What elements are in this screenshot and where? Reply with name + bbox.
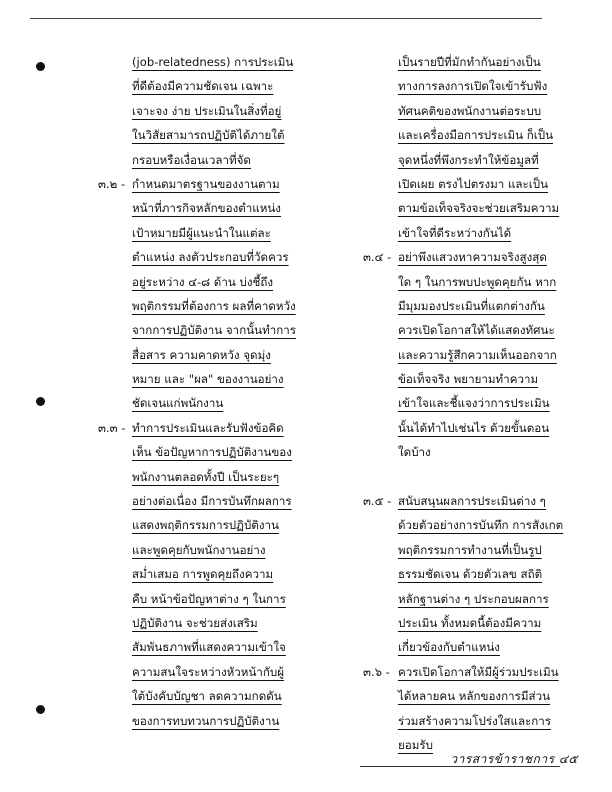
line-text: เห็น ข้อปัญหาการปฏิบัติงานของ [132, 445, 292, 460]
text-line [104, 294, 334, 318]
line-text: นั้นได้ทำไปเช่นไร ด้วยขั้นตอน [398, 420, 550, 435]
text-line [104, 635, 334, 659]
text-line [98, 172, 334, 196]
text-line [104, 343, 334, 367]
text-line [370, 391, 575, 415]
item-number: ๓.๕ - [363, 494, 392, 509]
punch-hole-bottom [36, 705, 45, 714]
text-line [370, 709, 575, 733]
text-line [104, 367, 334, 391]
text-line [104, 318, 334, 342]
text-line [104, 196, 334, 220]
line-text: สัมพันธภาพที่แสดงความเข้าใจ [132, 640, 286, 655]
item-number: ๓.๓ - [98, 420, 126, 435]
line-text: เข้าใจที่ดีระหว่างกันได้ [398, 225, 512, 240]
text-line [370, 196, 575, 220]
line-text: ในวิสัยสามารถปฏิบัติได้ภายใต้ [132, 128, 285, 143]
text-line [104, 123, 334, 147]
text-line [104, 489, 334, 513]
line-text: จากการปฏิบัติงาน จากนั้นทำการ [132, 323, 296, 338]
item-number: ๓.๔ - [363, 250, 392, 265]
text-line [104, 99, 334, 123]
line-text: คืบ หน้าข้อปัญหาต่าง ๆ ในการ [132, 591, 286, 606]
line-text: พฤติกรรมการทำงานที่เป็นรูป [398, 542, 542, 557]
text-line [104, 611, 334, 635]
line-text: เปิดเผย ตรงไปตรงมา และเป็น [398, 176, 548, 191]
text-line [370, 416, 575, 440]
line-text: ตามข้อเท็จจริงจะช่วยเสริมความ [398, 201, 560, 216]
line-text: ควรเปิดโอกาสให้ได้แสดงทัศนะ [398, 323, 555, 338]
text-line [370, 172, 575, 196]
text-line [104, 74, 334, 98]
text-line [104, 513, 334, 537]
page-footer: วารสารข้าราชการ ๔๕ [450, 752, 578, 766]
text-line [370, 294, 575, 318]
text-line [370, 587, 575, 611]
text-line [370, 465, 575, 489]
line-text: เจาะจง ง่าย ประเมินในสิ่งที่อยู่ [132, 103, 282, 118]
text-line [104, 465, 334, 489]
line-text: (job-relatedness) การประเมิน [132, 55, 294, 69]
line-text: และพูดคุยกับพนักงานอย่าง [132, 542, 266, 557]
text-line [370, 123, 575, 147]
top-rule [30, 18, 542, 19]
text-line [104, 270, 334, 294]
text-line [98, 416, 334, 440]
text-line [104, 709, 334, 733]
item-number: ๓.๒ - [98, 176, 126, 191]
text-line [104, 660, 334, 684]
line-text: กำหนดมาตรฐานของงานตาม [132, 176, 280, 191]
text-line [370, 99, 575, 123]
text-line [370, 440, 575, 464]
line-text: ใด ๆ ในการพบปะพูดคุยกัน หาก [398, 274, 557, 289]
line-text: สื่อสาร ความคาดหวัง จุดมุ่ง [132, 347, 271, 362]
text-line [104, 50, 334, 74]
line-text: ที่ดีต้องมีความชัดเจน เฉพาะ [132, 79, 274, 94]
line-text: กรอบหรือเงื่อนเวลาที่จัด [132, 152, 251, 167]
line-text: อย่างต่อเนื่อง มีการบันทึกผลการ [132, 494, 292, 509]
text-line [370, 318, 575, 342]
text-line [370, 50, 575, 74]
line-text: หมาย และ "ผล" ของงานอย่าง [132, 372, 284, 387]
line-text: ทางการลงการเปิดใจเข้ารับฟัง [398, 79, 548, 94]
footer-rule [360, 766, 560, 767]
punch-hole-top [36, 62, 45, 71]
line-text: ชัดเจนแก่พนักงาน [132, 396, 224, 411]
line-text: ปฏิบัติงาน จะช่วยส่งเสริม [132, 615, 258, 630]
line-text: สม่ำเสมอ การพูดคุยถึงความ [132, 567, 274, 582]
text-line [104, 148, 334, 172]
line-text: เป้าหมายมีผู้แนะนำในแต่ละ [132, 225, 271, 240]
line-text: ได้หลายคน หลักของการมีส่วน [398, 689, 551, 704]
text-line [370, 343, 575, 367]
text-line [104, 538, 334, 562]
text-line [370, 148, 575, 172]
line-text: ด้วยตัวอย่างการบันทึก การสังเกต [398, 518, 564, 533]
line-text: เป็นรายปีที่มักทำกันอย่างเป็น [398, 55, 541, 69]
text-line [370, 611, 575, 635]
line-text: เกี่ยวข้องกับตำแหน่ง [398, 640, 500, 655]
line-text: ประเมิน ทั้งหมดนี้ต้องมีความ [398, 615, 542, 630]
text-line [370, 684, 575, 708]
left-text-column [98, 50, 334, 733]
text-line [370, 270, 575, 294]
text-line [370, 538, 575, 562]
line-text: ร่วมสร้างความโปร่งใสและการ [398, 713, 552, 728]
line-text: พนักงานตลอดทั้งปี เป็นระยะๆ [132, 469, 280, 484]
text-line [104, 562, 334, 586]
right-text-column [363, 50, 575, 757]
line-text: ยอมรับ [398, 737, 433, 752]
text-line [363, 489, 575, 513]
line-text: ข้อเท็จจริง พยายามทำความ [398, 372, 539, 387]
line-text: พฤติกรรมที่ต้องการ ผลที่คาดหวัง [132, 298, 296, 313]
line-text: อย่าพึงแสวงหาความจริงสูงสุด [398, 250, 547, 265]
line-text: ความสนใจระหว่างหัวหน้ากับผู้ [132, 664, 285, 679]
line-text: ธรรมชัดเจน ด้วยตัวเลข สถิติ [398, 567, 543, 582]
line-text: แสดงพฤติกรรมการปฏิบัติงาน [132, 518, 279, 533]
line-text: และเครื่องมือการประเมิน ก็เป็น [398, 128, 554, 143]
line-text: และความรู้สึกความเห็นออกจาก [398, 347, 557, 362]
text-line [363, 245, 575, 269]
text-line [104, 440, 334, 464]
text-line [363, 660, 575, 684]
text-line [370, 635, 575, 659]
item-number: ๓.๖ - [363, 664, 390, 679]
line-text: หลักฐานต่าง ๆ ประกอบผลการ [398, 591, 549, 606]
text-line [104, 221, 334, 245]
line-text: ทำการประเมินและรับฟังข้อคิด [132, 420, 284, 435]
line-text: สนับสนุนผลการประเมินต่าง ๆ [398, 494, 546, 509]
line-text: เข้าใจและชี้แจงว่าการประเมิน [398, 396, 550, 411]
text-line [370, 221, 575, 245]
line-text: มีมุมมองประเมินที่แตกต่างกัน [398, 298, 545, 313]
text-line [104, 587, 334, 611]
text-line [370, 562, 575, 586]
text-line [104, 684, 334, 708]
line-text: อยู่ระหว่าง ๔-๘ ด้าน บ่งชี้ถึง [132, 274, 274, 289]
text-line [370, 513, 575, 537]
text-line [370, 74, 575, 98]
line-text: จุดหนึ่งที่พึงกระทำให้ข้อมูลที่ [398, 152, 539, 167]
line-text: ควรเปิดโอกาสให้มีผู้ร่วมประเมิน [398, 664, 559, 679]
line-text: หน้าที่ภารกิจหลักของตำแหน่ง [132, 201, 281, 216]
text-line [370, 367, 575, 391]
text-line [104, 245, 334, 269]
line-text: ใต้บังคับบัญชา ลดความกดดัน [132, 689, 282, 704]
line-text: ตำแหน่ง ลงตัวประกอบที่วัดควร [132, 250, 289, 265]
line-text: ของการทบทวนการปฏิบัติงาน [132, 713, 280, 728]
text-line [104, 391, 334, 415]
line-text: ทัศนคติของพนักงานต่อระบบ [398, 103, 542, 118]
line-text: ใดบ้าง [398, 445, 431, 460]
punch-hole-middle [36, 397, 45, 406]
